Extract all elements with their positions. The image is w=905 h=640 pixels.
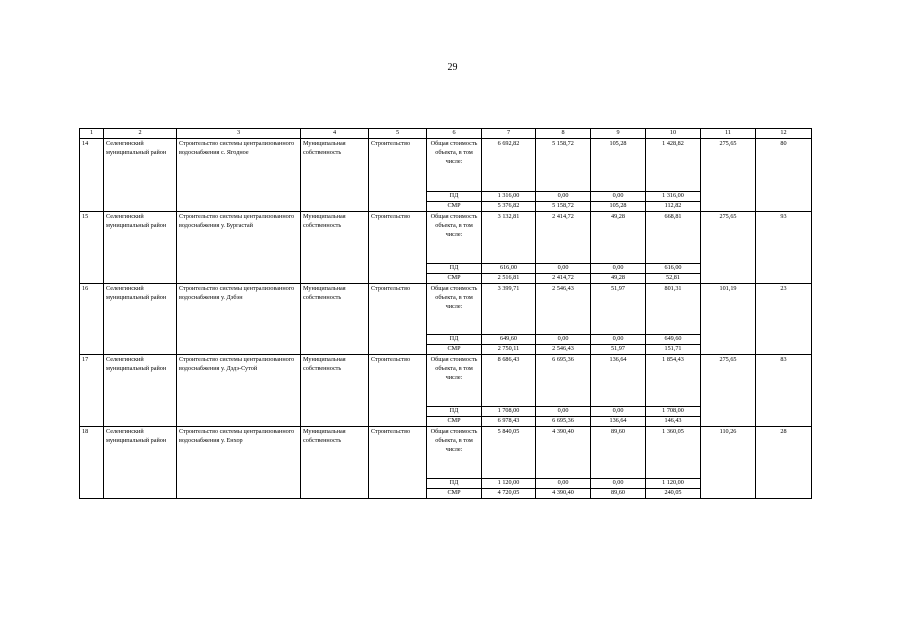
header-cell: 8 <box>536 129 591 139</box>
header-cell: 7 <box>482 129 536 139</box>
work-type-cell: Строительство <box>369 138 427 211</box>
pd-value-cell: 0,00 <box>536 191 591 201</box>
row-number-cell: 18 <box>80 426 104 498</box>
col12-cell: 28 <box>756 426 812 498</box>
pd-value-cell: 1 316,00 <box>482 191 536 201</box>
project-cell: Строительство системы централизованного водоснабжения у. Енхор <box>177 426 301 498</box>
ownership-cell: Муниципальная собственность <box>301 283 369 354</box>
total-value-cell: 1 854,43 <box>646 354 701 406</box>
header-cell: 11 <box>701 129 756 139</box>
total-value-cell: 2 546,43 <box>536 283 591 334</box>
col11-cell: 110,26 <box>701 426 756 498</box>
pd-value-cell: 0,00 <box>591 263 646 273</box>
smr-value-cell: 146,43 <box>646 416 701 426</box>
total-value-cell: 801,31 <box>646 283 701 334</box>
total-label-cell: Общая стоимость объекта, в том числе: <box>427 211 482 263</box>
total-value-cell: 3 132,81 <box>482 211 536 263</box>
table-row <box>80 211 812 263</box>
total-value-cell: 6 695,36 <box>536 354 591 406</box>
header-cell: 2 <box>104 129 177 139</box>
district-cell: Селенгинский муниципальный район <box>104 138 177 211</box>
total-value-cell: 5 840,05 <box>482 426 536 478</box>
col11-cell: 101,19 <box>701 283 756 354</box>
smr-value-cell: 5 158,72 <box>536 201 591 211</box>
work-type-cell: Строительство <box>369 426 427 498</box>
row-number-cell: 17 <box>80 354 104 426</box>
total-value-cell: 2 414,72 <box>536 211 591 263</box>
work-type-cell: Строительство <box>369 354 427 426</box>
smr-label-cell: СМР <box>427 201 482 211</box>
smr-value-cell: 4 720,05 <box>482 488 536 498</box>
smr-value-cell: 136,64 <box>591 416 646 426</box>
total-value-cell: 4 390,40 <box>536 426 591 478</box>
row-number-cell: 14 <box>80 138 104 211</box>
pd-label-cell: ПД <box>427 406 482 416</box>
col11-cell: 275,65 <box>701 211 756 283</box>
smr-value-cell: 151,71 <box>646 344 701 354</box>
total-value-cell: 5 158,72 <box>536 138 591 191</box>
district-cell: Селенгинский муниципальный район <box>104 354 177 426</box>
table-row <box>80 138 812 191</box>
pd-label-cell: ПД <box>427 478 482 488</box>
pd-value-cell: 1 708,00 <box>482 406 536 416</box>
district-cell: Селенгинский муниципальный район <box>104 211 177 283</box>
pd-value-cell: 0,00 <box>536 406 591 416</box>
smr-value-cell: 105,28 <box>591 201 646 211</box>
pd-value-cell: 0,00 <box>536 334 591 344</box>
smr-value-cell: 2 750,11 <box>482 344 536 354</box>
smr-label-cell: СМР <box>427 488 482 498</box>
smr-value-cell: 2 546,43 <box>536 344 591 354</box>
total-value-cell: 8 686,43 <box>482 354 536 406</box>
table-row <box>80 354 812 406</box>
total-value-cell: 6 692,82 <box>482 138 536 191</box>
total-label-cell: Общая стоимость объекта, в том числе: <box>427 138 482 191</box>
pd-label-cell: ПД <box>427 191 482 201</box>
smr-label-cell: СМР <box>427 273 482 283</box>
pd-value-cell: 1 708,00 <box>646 406 701 416</box>
smr-value-cell: 2 414,72 <box>536 273 591 283</box>
header-cell: 12 <box>756 129 812 139</box>
smr-value-cell: 6 695,36 <box>536 416 591 426</box>
pd-value-cell: 0,00 <box>536 478 591 488</box>
district-cell: Селенгинский муниципальный район <box>104 283 177 354</box>
smr-value-cell: 52,81 <box>646 273 701 283</box>
pd-value-cell: 1 120,00 <box>646 478 701 488</box>
district-cell: Селенгинский муниципальный район <box>104 426 177 498</box>
total-value-cell: 3 399,71 <box>482 283 536 334</box>
pd-value-cell: 0,00 <box>591 406 646 416</box>
smr-value-cell: 51,97 <box>591 344 646 354</box>
pd-label-cell: ПД <box>427 334 482 344</box>
table-row <box>80 283 812 334</box>
ownership-cell: Муниципальная собственность <box>301 138 369 211</box>
pd-value-cell: 0,00 <box>536 263 591 273</box>
pd-value-cell: 0,00 <box>591 478 646 488</box>
table-row <box>80 426 812 478</box>
total-value-cell: 136,64 <box>591 354 646 406</box>
smr-label-cell: СМР <box>427 416 482 426</box>
ownership-cell: Муниципальная собственность <box>301 354 369 426</box>
total-value-cell: 49,28 <box>591 211 646 263</box>
smr-value-cell: 240,05 <box>646 488 701 498</box>
project-cell: Строительство системы централизованного водоснабжения с. Ягодное <box>177 138 301 211</box>
col12-cell: 83 <box>756 354 812 426</box>
investment-table <box>79 128 812 499</box>
smr-value-cell: 4 390,40 <box>536 488 591 498</box>
smr-value-cell: 5 376,82 <box>482 201 536 211</box>
column-number-row <box>80 129 812 139</box>
pd-value-cell: 0,00 <box>591 191 646 201</box>
col12-cell: 80 <box>756 138 812 211</box>
header-cell: 6 <box>427 129 482 139</box>
pd-label-cell: ПД <box>427 263 482 273</box>
smr-value-cell: 89,60 <box>591 488 646 498</box>
total-value-cell: 668,81 <box>646 211 701 263</box>
work-type-cell: Строительство <box>369 211 427 283</box>
col11-cell: 275,65 <box>701 354 756 426</box>
total-value-cell: 1 428,82 <box>646 138 701 191</box>
pd-value-cell: 1 316,00 <box>646 191 701 201</box>
pd-value-cell: 649,60 <box>646 334 701 344</box>
col12-cell: 93 <box>756 211 812 283</box>
col11-cell: 275,65 <box>701 138 756 211</box>
pd-value-cell: 616,00 <box>482 263 536 273</box>
ownership-cell: Муниципальная собственность <box>301 211 369 283</box>
pd-value-cell: 649,60 <box>482 334 536 344</box>
table-body <box>80 129 812 499</box>
header-cell: 5 <box>369 129 427 139</box>
col12-cell: 23 <box>756 283 812 354</box>
total-value-cell: 51,97 <box>591 283 646 334</box>
header-cell: 1 <box>80 129 104 139</box>
total-value-cell: 89,60 <box>591 426 646 478</box>
total-value-cell: 105,28 <box>591 138 646 191</box>
header-cell: 4 <box>301 129 369 139</box>
pd-value-cell: 1 120,00 <box>482 478 536 488</box>
pd-value-cell: 616,00 <box>646 263 701 273</box>
total-value-cell: 1 360,05 <box>646 426 701 478</box>
total-label-cell: Общая стоимость объекта, в том числе: <box>427 426 482 478</box>
header-cell: 9 <box>591 129 646 139</box>
row-number-cell: 16 <box>80 283 104 354</box>
smr-value-cell: 112,82 <box>646 201 701 211</box>
row-number-cell: 15 <box>80 211 104 283</box>
header-cell: 3 <box>177 129 301 139</box>
total-label-cell: Общая стоимость объекта, в том числе: <box>427 354 482 406</box>
project-cell: Строительство системы централизованного водоснабжения у. Дэдэ-Сутой <box>177 354 301 426</box>
page-number: 29 <box>447 62 458 73</box>
pd-value-cell: 0,00 <box>591 334 646 344</box>
header-cell: 10 <box>646 129 701 139</box>
smr-value-cell: 2 516,81 <box>482 273 536 283</box>
ownership-cell: Муниципальная собственность <box>301 426 369 498</box>
project-cell: Строительство системы централизованного водоснабжения у. Дэбэн <box>177 283 301 354</box>
total-label-cell: Общая стоимость объекта, в том числе: <box>427 283 482 334</box>
work-type-cell: Строительство <box>369 283 427 354</box>
smr-label-cell: СМР <box>427 344 482 354</box>
smr-value-cell: 49,28 <box>591 273 646 283</box>
project-cell: Строительство системы централизованного водоснабжения у. Бургастай <box>177 211 301 283</box>
smr-value-cell: 6 978,43 <box>482 416 536 426</box>
